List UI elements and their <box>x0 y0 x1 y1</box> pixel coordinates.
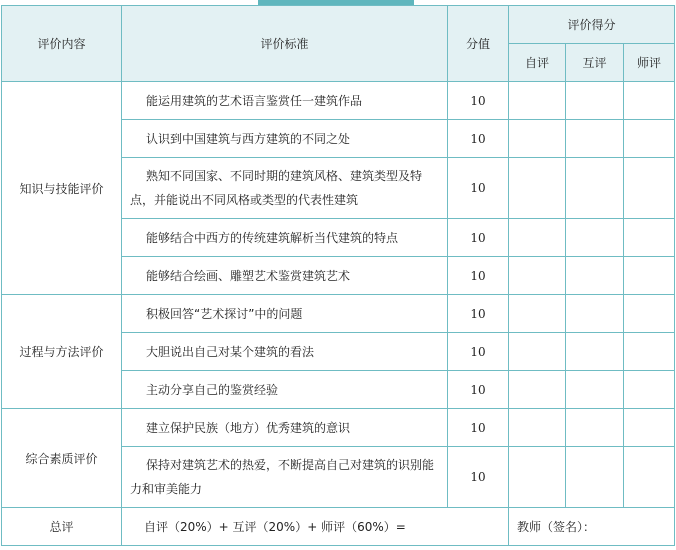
teacher-score-cell[interactable] <box>624 257 675 295</box>
criterion: 建立保护民族（地方）优秀建筑的意识 <box>122 409 448 447</box>
points-value: 10 <box>448 371 509 409</box>
points-value: 10 <box>448 409 509 447</box>
peer-score-cell[interactable] <box>566 333 624 371</box>
header-score-group: 评价得分 <box>509 6 675 44</box>
peer-score-cell[interactable] <box>566 257 624 295</box>
teacher-score-cell[interactable] <box>624 158 675 219</box>
section-name: 过程与方法评价 <box>2 295 122 409</box>
teacher-score-cell[interactable] <box>624 333 675 371</box>
teacher-score-cell[interactable] <box>624 219 675 257</box>
criterion: 积极回答“艺术探讨”中的问题 <box>122 295 448 333</box>
teacher-score-cell[interactable] <box>624 371 675 409</box>
points-value: 10 <box>448 120 509 158</box>
teacher-score-cell[interactable] <box>624 409 675 447</box>
self-score-cell[interactable] <box>509 447 566 508</box>
points-value: 10 <box>448 219 509 257</box>
peer-score-cell[interactable] <box>566 82 624 120</box>
points-value: 10 <box>448 82 509 120</box>
header-points: 分值 <box>448 6 509 82</box>
peer-score-cell[interactable] <box>566 219 624 257</box>
peer-score-cell[interactable] <box>566 295 624 333</box>
criterion: 保持对建筑艺术的热爱，不断提高自己对建筑的识别能力和审美能力 <box>122 447 448 508</box>
peer-score-cell[interactable] <box>566 371 624 409</box>
teacher-score-cell[interactable] <box>624 82 675 120</box>
peer-score-cell[interactable] <box>566 409 624 447</box>
points-value: 10 <box>448 333 509 371</box>
points-value: 10 <box>448 295 509 333</box>
criterion: 熟知不同国家、不同时期的建筑风格、建筑类型及特点，并能说出不同风格或类型的代表性建筑 <box>122 158 448 219</box>
header-peer: 互评 <box>566 44 624 82</box>
self-score-cell[interactable] <box>509 371 566 409</box>
self-score-cell[interactable] <box>509 295 566 333</box>
self-score-cell[interactable] <box>509 333 566 371</box>
self-score-cell[interactable] <box>509 257 566 295</box>
criterion: 能够结合绘画、雕塑艺术鉴赏建筑艺术 <box>122 257 448 295</box>
header-self: 自评 <box>509 44 566 82</box>
points-value: 10 <box>448 158 509 219</box>
total-formula: 自评（20%）+ 互评（20%）+ 师评（60%）= <box>122 508 509 546</box>
total-label: 总评 <box>2 508 122 546</box>
peer-score-cell[interactable] <box>566 158 624 219</box>
self-score-cell[interactable] <box>509 409 566 447</box>
self-score-cell[interactable] <box>509 120 566 158</box>
evaluation-table <box>1 5 675 546</box>
points-value: 10 <box>448 447 509 508</box>
teacher-signature-field[interactable]: 教师（签名）： <box>509 508 675 546</box>
teacher-score-cell[interactable] <box>624 447 675 508</box>
header-content: 评价内容 <box>2 6 122 82</box>
criterion: 大胆说出自己对某个建筑的看法 <box>122 333 448 371</box>
self-score-cell[interactable] <box>509 82 566 120</box>
header-criteria: 评价标准 <box>122 6 448 82</box>
criterion: 能运用建筑的艺术语言鉴赏任一建筑作品 <box>122 82 448 120</box>
criterion: 主动分享自己的鉴赏经验 <box>122 371 448 409</box>
teacher-score-cell[interactable] <box>624 120 675 158</box>
self-score-cell[interactable] <box>509 158 566 219</box>
section-name: 知识与技能评价 <box>2 82 122 295</box>
teacher-score-cell[interactable] <box>624 295 675 333</box>
peer-score-cell[interactable] <box>566 447 624 508</box>
criterion: 认识到中国建筑与西方建筑的不同之处 <box>122 120 448 158</box>
self-score-cell[interactable] <box>509 219 566 257</box>
points-value: 10 <box>448 257 509 295</box>
header-teacher: 师评 <box>624 44 675 82</box>
peer-score-cell[interactable] <box>566 120 624 158</box>
section-name: 综合素质评价 <box>2 409 122 508</box>
criterion: 能够结合中西方的传统建筑解析当代建筑的特点 <box>122 219 448 257</box>
